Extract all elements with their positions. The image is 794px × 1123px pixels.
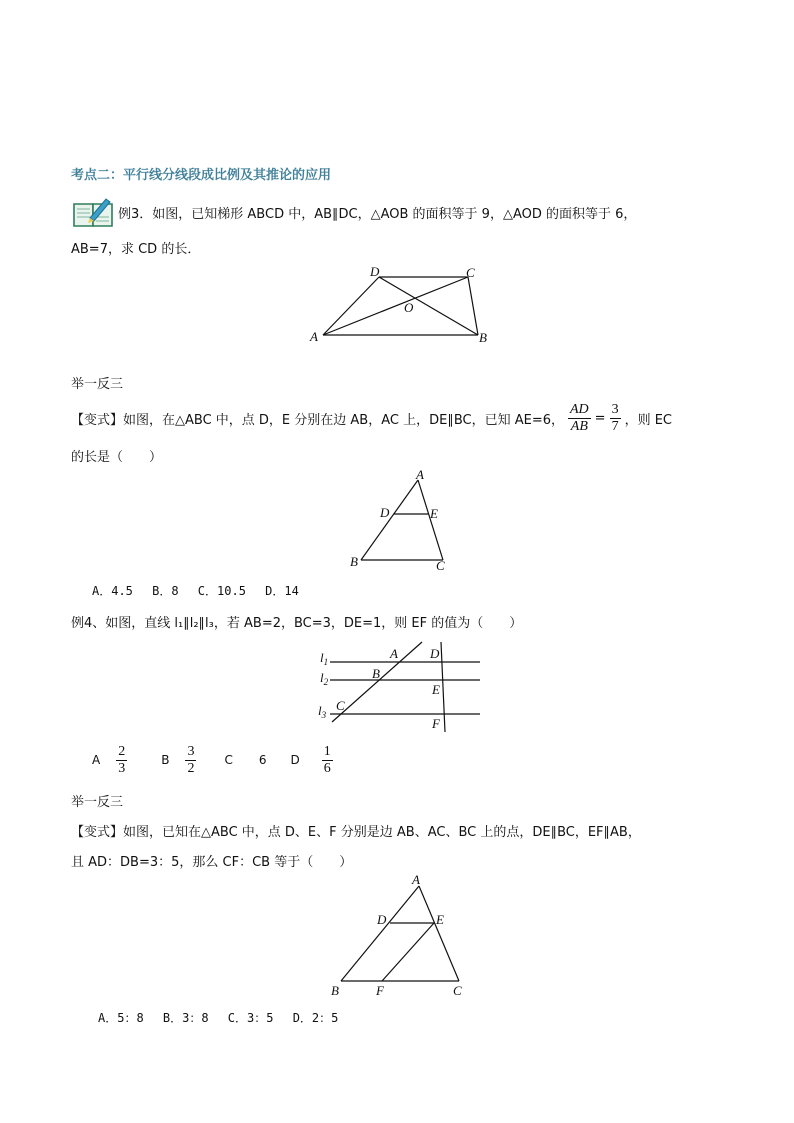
label-B: B (350, 554, 358, 569)
label-E: E (432, 682, 440, 697)
practice1-line1-post: ，则 EC (624, 412, 673, 428)
fraction-numerator: 3 (611, 401, 619, 417)
label-A: A (416, 467, 424, 482)
fraction-denominator: 2 (187, 760, 195, 776)
label-C: C (436, 558, 445, 573)
fraction-ad-ab (568, 402, 591, 435)
fraction-denominator: 7 (611, 418, 619, 434)
practice2-title: 举一反三 (71, 795, 124, 810)
example3-line2: AB=7，求 CD 的长． (71, 242, 201, 257)
label-l3: $l_3$ (318, 703, 327, 720)
triangle-de-figure (340, 464, 460, 576)
fraction-3-7 (610, 402, 621, 435)
label-D: D (377, 912, 387, 927)
practice2-line2: 且 AD：DB=3：5，那么 CF：CB 等于（ ） (71, 855, 353, 870)
label-O: O (404, 300, 414, 315)
example3-line1: 例3．如图，已知梯形 ABCD 中，AB∥DC，△AOB 的面积等于 9，△AOD 的面积等于 6， (118, 207, 637, 222)
option-b-letter: B (161, 753, 170, 767)
option-d-letter: D (290, 753, 300, 767)
practice1-line1 (71, 400, 672, 436)
practice1-title: 举一反三 (71, 377, 124, 392)
section-heading: 考点二：平行线分线段成比例及其推论的应用 (71, 168, 332, 183)
parallel-lines-figure (310, 638, 490, 738)
label-B: B (372, 666, 380, 681)
fraction-numerator: AD (570, 401, 589, 417)
fraction-denominator: AB (570, 418, 588, 434)
fraction-numerator: 3 (187, 743, 195, 759)
label-B: B (331, 983, 339, 998)
label-A: A (390, 646, 398, 661)
practice2-options: A．5：8 B．3：8 C．3：5 D．2：5 (98, 1011, 339, 1025)
label-F: F (432, 716, 440, 731)
practice1-options: A．4.5 B．8 C．10.5 D．14 (92, 584, 299, 598)
option-a-letter: A (92, 753, 101, 767)
label-C: C (453, 983, 462, 998)
option-a-fraction (116, 744, 127, 777)
equals-sign: = (594, 410, 606, 426)
label-E: E (436, 912, 444, 927)
option-c-value: 6 (258, 753, 267, 767)
label-B: B (479, 330, 487, 345)
option-c-letter: C (224, 753, 233, 767)
book-pen-icon (72, 196, 116, 228)
practice1-line1-pre: 【变式】如图，在△ABC 中，点 D，E 分别在边 AB，AC 上，DE∥BC，已知 AE=6， (71, 412, 564, 428)
practice2-line1: 【变式】如图，已知在△ABC 中，点 D、E、F 分别是边 AB、AC、BC 上的点，DE∥BC，EF∥AB， (71, 825, 641, 840)
label-l1: $l_1$ (320, 650, 329, 667)
trapezoid-figure (300, 260, 500, 350)
label-D: D (370, 264, 380, 279)
fraction-numerator: 2 (118, 743, 126, 759)
label-C: C (466, 265, 475, 280)
label-D: D (380, 505, 390, 520)
label-D: D (430, 646, 440, 661)
fraction-denominator: 6 (323, 760, 331, 776)
fraction-denominator: 3 (118, 760, 126, 776)
option-d-fraction (322, 744, 333, 777)
practice1-line2: 的长是（ ） (71, 450, 163, 465)
triangle-def-figure (322, 872, 472, 1000)
label-A: A (412, 872, 420, 887)
example4-options (92, 740, 333, 780)
example4-line1: 例4、如图，直线 l₁∥l₂∥l₃，若 AB=2，BC=3，DE=1，则 EF 的值为（ ） (71, 616, 523, 631)
label-l2: $l_2$ (320, 670, 329, 687)
label-C: C (336, 698, 345, 713)
fraction-numerator: 1 (323, 743, 331, 759)
label-A: A (310, 329, 318, 344)
option-b-fraction (185, 744, 196, 777)
label-E: E (430, 506, 438, 521)
label-F: F (376, 983, 384, 998)
